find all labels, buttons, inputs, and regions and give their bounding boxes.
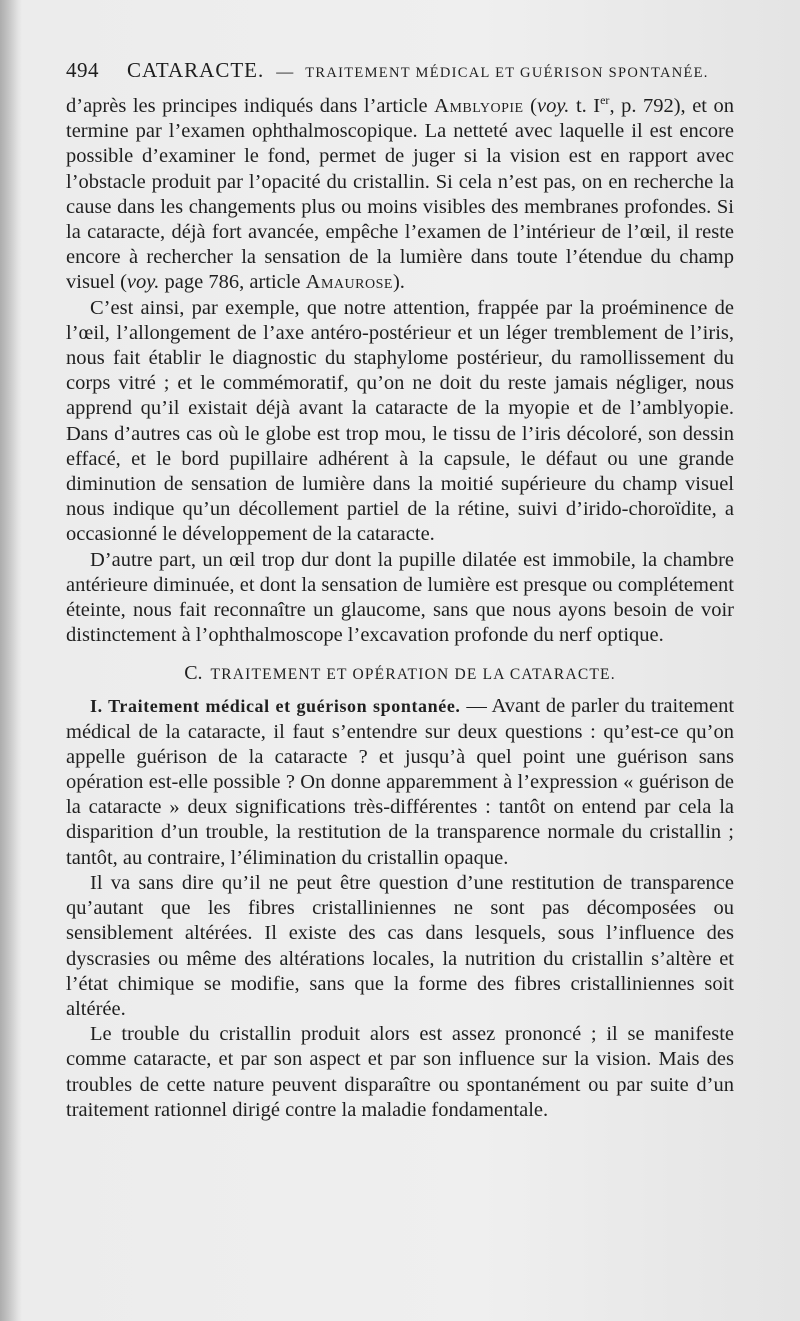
section-heading bbox=[66, 662, 734, 686]
running-subtitle: TRAITEMENT MÉDICAL ET GUÉRISON SPONTANÉE. bbox=[305, 65, 709, 81]
binding-shadow bbox=[0, 0, 22, 1321]
section-title: TRAITEMENT ET OPÉRATION DE LA CATARACTE. bbox=[210, 666, 616, 684]
superscript: er bbox=[600, 93, 610, 108]
paragraph-2: C’est ainsi, par exemple, que notre attention, frappée par la proéminence de l’œil, l’allongement de l’axe antéro-postérieur et un léger tremblement de l’iris, nous fait établir le diagnostic du staphylome postérieur, du ramollissement du corps vitré ; et le commémoratif, qu’on ne doit du reste jamais négliger, nous apprend qu’il existait déjà avant la cataracte de la myopie et de l’amblyopie. Dans d’autres cas où le globe est trop mou, le tissu de l’iris décoloré, son dessin effacé, et le bord pupillaire adhérent à la capsule, le défaut ou une grande diminution de sensation de lumière dans la moitié supérieure du champ visuel nous indique qu’un décollement partiel de la rétine, suivi d’irido-choroïdite, a occasionné le développement de la cataracte. bbox=[66, 296, 734, 546]
italic-voy: voy. bbox=[126, 271, 160, 294]
subsection-title: I. Traitement médical et guérison spontanée. bbox=[90, 696, 461, 717]
page-body bbox=[66, 94, 734, 1123]
text-run: d’après les principes indiqués dans l’article bbox=[66, 95, 435, 117]
page-number: 494 bbox=[66, 58, 99, 82]
paragraph-4 bbox=[66, 694, 734, 870]
paragraph-3: D’autre part, un œil trop dur dont la pupille dilatée est immobile, la chambre antérieure diminuée, et dont la sensation de lumière est presque ou complétement éteinte, nous fait reconnaître un glaucome, sans que nous ayons besoin de voir distinctement à l’ophthalmoscope l’excavation profonde du nerf optique. bbox=[66, 548, 734, 647]
paragraph-5: Il va sans dire qu’il ne peut être question d’une restitution de transparence qu’autant que les fibres cristalliniennes ne sont pas décomposées ou sensiblement altérées. Il existe des cas dans lesquels, sous l’influence des dyscrasies ou même des altérations locales, la nutrition du cristallin s’altère et l’état chimique se modifie, sans que la forme des fibres cristalliniennes soit altérée. bbox=[66, 871, 734, 1020]
article-reference: Amblyopie bbox=[434, 95, 524, 117]
section-letter: C. bbox=[184, 662, 203, 685]
text-run: page 786, article bbox=[159, 271, 306, 294]
text-run: ( bbox=[523, 95, 537, 117]
paragraph-1 bbox=[66, 94, 734, 296]
running-header bbox=[66, 58, 746, 88]
text-run: ). bbox=[392, 271, 405, 294]
text-run: Avant de parler du traitement médical de la cataracte, il faut s’entendre sur deux questions : qu’est-ce qu’on appelle guérison de la cataracte ? et jusqu’à quel point une guérison sans opération est-elle possible ? On donne apparemment à l’expression « guérison de la cataracte » deux significations très-différentes : tantôt on entend par cela la disparition d’un trouble, la restitution de la transparence normale du cristallin ; tantôt, au contraire, l’élimination du cristallin opaque. bbox=[66, 695, 735, 869]
text-run: , p. 792), et on termine par l’examen ophthalmoscopique. La netteté avec laquelle il est encore possible d’examiner le fond, permet de juger si la vision est en rapport avec l’obstacle produit par l’opacité du cristallin. Si cela n’est pas, on en recherche la cause dans les changements plus ou moins visibles des membranes profondes. Si la cataracte, déjà fort avancée, empêche l’examen de l’intérieur de l’œil, il reste encore à rechercher la sensation de la lumière dans toute l’étendue du champ visuel ( bbox=[66, 95, 735, 294]
paragraph-6: Le trouble du cristallin produit alors est assez prononcé ; il se manifeste comme cataracte, et par son aspect et par son influence sur la vision. Mais des troubles de cette nature peuvent disparaître ou spontanément ou par suite d’un traitement rationnel dirigé contre la maladie fondamentale. bbox=[66, 1023, 734, 1121]
running-title: CATARACTE. bbox=[127, 58, 265, 82]
italic-voy: voy. bbox=[536, 95, 570, 117]
running-separator: — bbox=[276, 62, 294, 81]
em-dash: — bbox=[460, 695, 492, 718]
article-reference: Amaurose bbox=[305, 271, 393, 294]
text-run: t. I bbox=[569, 95, 601, 117]
